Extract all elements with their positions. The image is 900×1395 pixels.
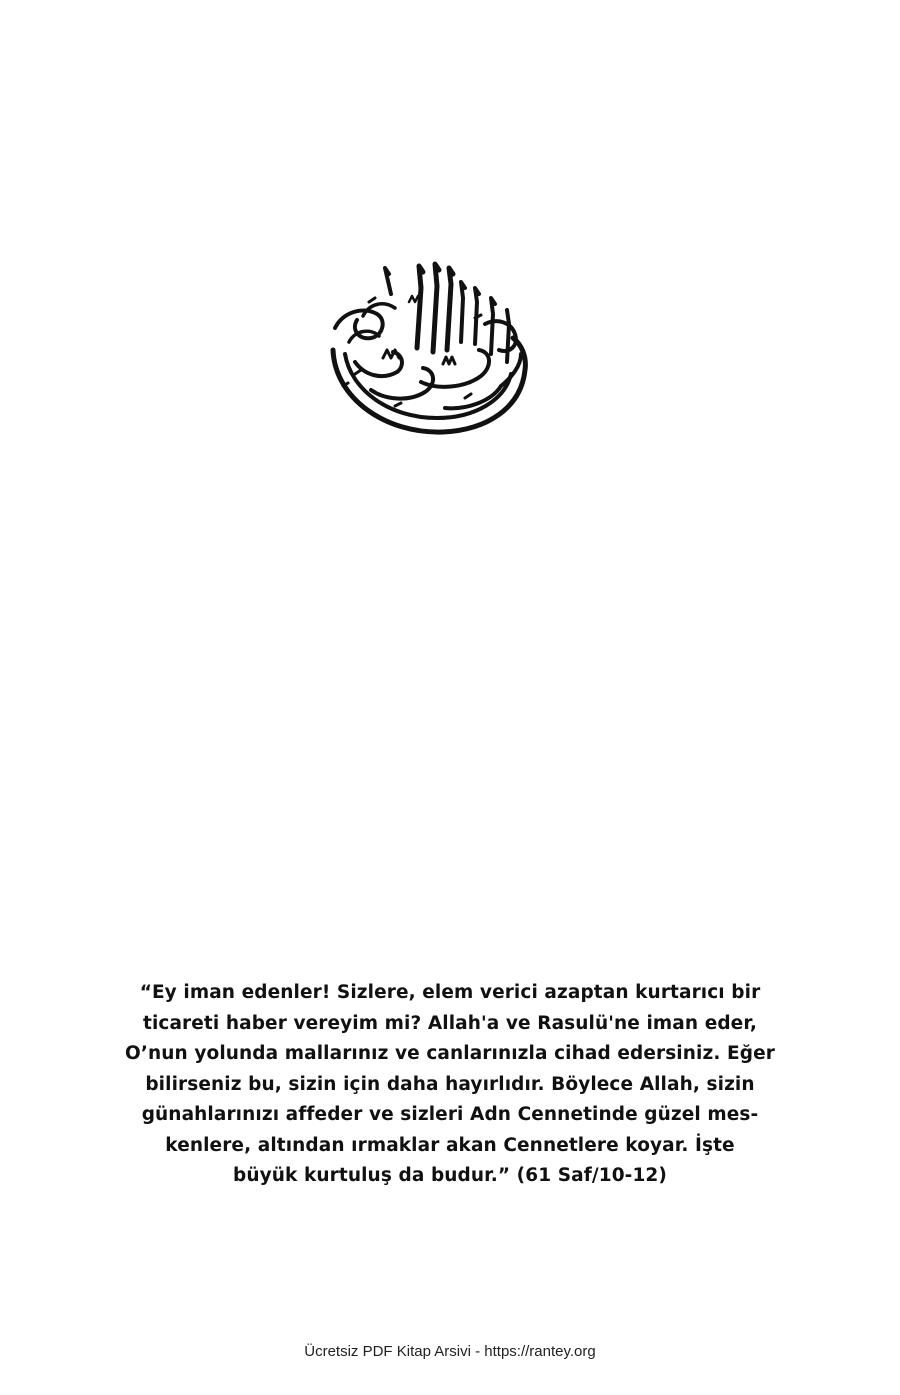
quote-line: büyük kurtuluş da budur.” (61 Saf/10-12) — [233, 1165, 667, 1186]
quote-line: bilirseniz bu, sizin için daha hayırlıdır. Böylece Allah, sizin — [145, 1073, 755, 1095]
basmala-calligraphy-icon — [325, 258, 535, 440]
footer-text: Ücretsiz PDF Kitap Arsivi - https://rantey.org — [304, 1343, 596, 1360]
quote-line: günahlarınızı affeder ve sizleri Adn Cennetinde güzel mes- — [141, 1104, 759, 1125]
quote-line: ticareti haber vereyim mi? Allah'a ve Rasulü'ne iman eder, — [143, 1012, 757, 1034]
quote-line: “Ey iman edenler! Sizlere, elem verici azaptan kurtarıcı bir — [139, 982, 761, 1003]
quote-line: kenlere, altından ırmaklar akan Cennetlere koyar. İşte — [165, 1134, 735, 1156]
quran-quote — [120, 978, 780, 1192]
quote-line: O’nun yolunda mallarınız ve canlarınızla cihad edersiniz. Eğer — [125, 1043, 775, 1064]
